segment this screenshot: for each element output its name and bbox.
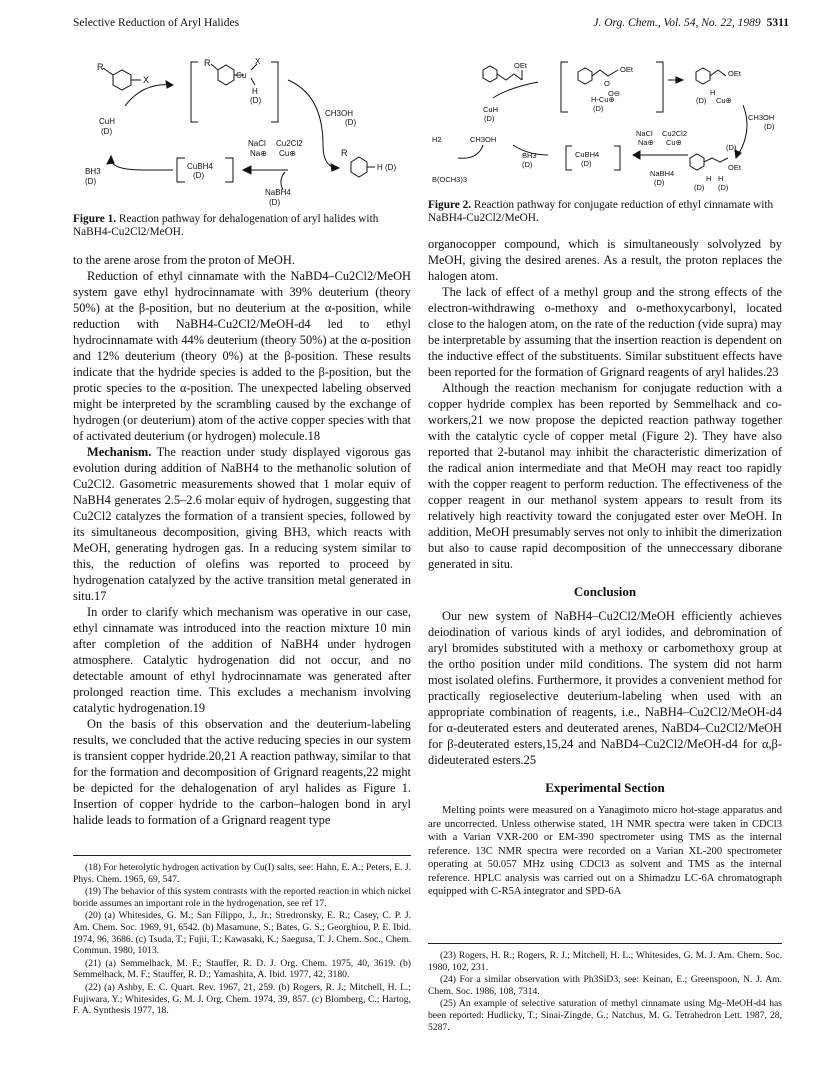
fig2-oet1: OEt (514, 61, 527, 70)
fig2-hd: H (710, 88, 716, 97)
paragraph-basis: On the basis of this observation and the deuterium-labeling results, we concluded that the active reducing species in our system is transient copper hydride.20,21 A reaction pathway, similar to that for the formation and decomposition of Grignard reagents,22 might be depicted for the dehalogenation of aryl halides as Figure 1. Insertion of copper hydride to the carbon–halogen bond in aryl halide leads to formation of a Grignard reagent type (73, 717, 411, 827)
fig2-h4: H (718, 174, 724, 183)
figure-2-caption (428, 199, 782, 225)
footnote-22: (22) (a) Ashby, E. C. Quart. Rev. 1967, 21, 259. (b) Rogers, R. J.; Mitchell, H. L.; Fujiwara, Y.; Whitesides, G. M. J. Org. Chem. 1974, 39, 857. (c) Blomberg, C.; Hartog, F. A. Synthesis 1977, 18. (73, 981, 411, 1017)
fig2-d4: (D) (484, 114, 495, 123)
fig2-d5: (D) (522, 160, 533, 169)
footnote-23: (23) Rogers, H. R.; Rogers, R. J.; Mitchell, H. L.; Whitesides, G. M. J. Am. Chem. Soc. 1980, 102, 231. (428, 950, 782, 973)
fig1-ch3oh: CH3OH (325, 109, 354, 118)
fig2-bh3: BH3 (522, 151, 537, 160)
footnote-20: (20) (a) Whitesides, G. M.; San Filippo, J., Jr.; Stredronsky, E. R.; Casey, C. P. J. Am. Chem. Soc. 1969, 91, 6542. (b) Masamune, S.; Bates, G. S.; Georghiou, P. E. Ibid. 1974, 96, 3686. (c) Tsuda, T.; Fujii, T.; Kawasaki, K.; Saegusa, T. J. Chem. Soc., Chem. Commun. 1980, 1013. (73, 910, 411, 957)
fig2-o2: O⊖ (608, 89, 621, 98)
fig1-r3: R (341, 148, 348, 158)
fig2-cu2: Cu⊕ (716, 96, 732, 105)
fig2-oet3: OEt (728, 69, 741, 78)
fig1-cubh4: CuBH4 (187, 162, 213, 171)
fig1-d5: (D) (85, 177, 97, 186)
fig2-nacl: NaCl (636, 129, 653, 138)
footnotes-right (428, 943, 782, 1034)
fig1-r2: R (204, 58, 211, 68)
journal-name: J. Org. Chem., Vol. 54, No. 22, 1989 (593, 17, 761, 29)
fig1-d2: (D) (345, 118, 357, 127)
fig1-d6: (D) (269, 198, 281, 207)
fig2-d9: (D) (694, 183, 705, 192)
paragraph-deuterium: Reduction of ethyl cinnamate with the NaBD4–Cu2Cl2/MeOH system gave ethyl hydrocinnamate with 39% deuterium (theory 50%) at the β-position, but no deuterium at the α-position, while reduction with NaBH4-Cu2Cl2/MeOH-d4 led to ethyl hydrocinnamate with 44% deuterium (theory 50%) at the α-position and 12% deuterium (theory 0%) at the β-position. These results indicate that the hydride species is added to the β-position, but the protic species to the α-position. The unexpected labeling observed might be interpreted by the scrambling caused by the exchange of hydrogen (or deuterium) atom of the active copper species with that of activated deuterium (or hydrogen) molecule.18 (73, 269, 411, 443)
figure-1-label: Figure 1. (73, 213, 117, 225)
fig1-cu2cl2: Cu2Cl2 (276, 139, 303, 148)
figure-1-caption-text: Reaction pathway for dehalogenation of aryl halides with NaBH4-Cu2Cl2/MeOH. (73, 213, 379, 238)
fig1-hd: H (D) (377, 163, 397, 172)
fig1-r1: R (97, 62, 104, 72)
fig2-boch3: B(OCH3)3 (432, 175, 468, 184)
paragraph-experimental: Melting points were measured on a Yanagimoto micro hot-stage apparatus and are uncorrected. Unless otherwise stated, 1H NMR spectra were taken in CDCl3 with a Varian VXR-200 or EM-390 spectrometer using TMS as the internal reference. 13C NMR spectra were recorded on a Varian XL-200 spectrometer operating at 50.057 MHz using CDCl3 as solvent and TMS as the internal reference. HPLC analysis was carried out on a Shimadzu LC-6A chromatograph equipped with C-R5A integrator and SPD-6A (428, 805, 782, 897)
fig1-cuplus: Cu⊕ (279, 149, 296, 158)
footnote-21: (21) (a) Semmelhack, M. F.; Stauffer, R. D. J. Org. Chem. 1975, 40, 3619. (b) Semmelhack, M. F.; Stauffer, R. D.; Yamashita, A. Ibid. 1977, 42, 3180. (73, 957, 411, 981)
running-header: Selective Reduction of Aryl Halides (73, 17, 240, 29)
fig1-nabh4: NaBH4 (265, 188, 291, 197)
fig1-h: H (252, 87, 258, 96)
paragraph-mechanism (73, 444, 411, 604)
paragraph-conjugate: Although the reaction mechanism for conjugate reduction with a copper hydride complex has been reported by Semmelhack and co-workers,21 we now propose the depicted reaction pathway together with the catalytic cycle of copper metal (Figure 2). They have also reported that 2-butanol may inhibit the characteristic dimerization of the radical anion intermediate and that MeOH may react too rapidly with the copper reagent to perform reduction. The effectiveness of the copper reagent in our methanol system appears to result from its relatively high reactivity toward the conjugated ester over MeOH. In addition, MeOH presumably serves not only to inhibit the dimerization but also to cause rapid decomposition of the unneccessary diborane generated in situ. (428, 381, 782, 571)
fig1-x2: X (255, 57, 261, 66)
fig2-d6: (D) (581, 159, 592, 168)
journal-citation (593, 17, 789, 29)
mechanism-heading: Mechanism. (87, 445, 152, 459)
figure-2-scheme (428, 50, 788, 196)
mechanism-text: The reaction under study displayed vigorous gas evolution during addition of NaBH4 to the methanolic solution of Cu2Cl2. Gasometric measurements showed that 1 molar equiv of NaBH4 generates 2.5–2.6 molar equiv of hydrogen, suggesting that Cu2Cl2 catalyzes the formation of a transient species, followed by its simultaneous decomposition, giving BH3, which reacts with MeOH, generating hydrogen gas. In a reducing system similar to this, the reduction of olefins was reported to proceed by hydrogenation catalyzed by the active transition metal generated in situ.17 (73, 445, 411, 603)
fig1-nacl: NaCl (248, 139, 266, 148)
fig2-h2: H2 (432, 135, 442, 144)
fig2-d1: (D) (593, 104, 604, 113)
footnote-18: (18) For heterolytic hydrogen activation by Cu(I) salts, see: Hahn, E. A.; Peters, E. J. Phys. Chem. 1965, 69, 547. (73, 862, 411, 885)
fig2-d2: (D) (696, 96, 707, 105)
experimental-heading: Experimental Section (545, 780, 665, 795)
fig1-na: Na⊕ (250, 149, 267, 158)
figure-2-caption-text: Reaction pathway for conjugate reduction of ethyl cinnamate with NaBH4-Cu2Cl2/MeOH. (428, 199, 774, 224)
paragraph-clarify: In order to clarify which mechanism was operative in our case, ethyl cinnamate was introduced into the reaction mixture 10 min after completion of the addition of NaBH4 under hydrogen atmosphere. Catalytic hydrogenation did not occur, and no detectable amount of ethyl hydrocinnamate was generated after prolonged reaction time. This excludes a mechanism involving catalytic hydrogenation.19 (73, 605, 411, 715)
fig1-cu: Cu (236, 71, 247, 80)
fig2-ch3oh1: CH3OH (748, 113, 775, 122)
fig2-cuh: CuH (483, 105, 499, 114)
fig2-h3: H (706, 174, 712, 183)
figure-1-caption (73, 213, 411, 239)
fig2-d8: (D) (726, 143, 737, 152)
fig1-x1: X (143, 75, 150, 85)
paragraph-organocopper: organocopper compound, which is simultaneously solvolyzed by MeOH, giving the desired arenes. As a result, the proton replaces the halogen atom. (428, 237, 782, 283)
footnote-19: (19) The behavior of this system contrasts with the reported reaction in which nickel boride assumes an important role in the hydrogenation, see ref 17. (73, 886, 411, 909)
fig2-oet2: OEt (620, 65, 633, 74)
right-column (428, 236, 782, 899)
fig2-d7: (D) (654, 178, 665, 187)
fig1-cuh: CuH (99, 117, 116, 126)
fig2-ch3oh2: CH3OH (470, 135, 497, 144)
fig2-cubh4: CuBH4 (575, 150, 600, 159)
figure-2-label: Figure 2. (428, 199, 472, 211)
fig2-nabh4: NaBH4 (650, 169, 675, 178)
fig1-d1: (D) (250, 96, 262, 105)
page-number: 5311 (766, 17, 789, 29)
fig2-na: Na⊕ (638, 138, 654, 147)
fig2-d10: (D) (718, 183, 729, 192)
fig2-oet4: OEt (728, 163, 741, 172)
figure-1-scheme (73, 50, 413, 210)
fig2-o1: O (604, 79, 610, 88)
fig1-d3: (D) (101, 127, 113, 136)
paragraph-substituents: The lack of effect of a methyl group and the strong effects of the electron-withdrawing o-methoxy and o-methoxycarbonyl, located close to the halogen atom, on the rate of the reduction (vide supra) may be interpretable by assuming that the insertion reaction is dependent on the inductive effect of the substituents. Similar substituent effects have been reported for the formation of Grignard reagents of aryl halides.23 (428, 285, 782, 379)
fig2-hcu: H-Cu⊕ (591, 95, 615, 104)
footnotes-left (73, 855, 411, 1018)
paragraph-conclusion: Our new system of NaBH4–Cu2Cl2/MeOH efficiently achieves deiodination of various kinds of aryl iodides, and debromination of aryl bromides substituted with a methoxy or carbomethoxy group at the ortho position under mild conditions. The system did not harm most isolated olefins. Furthermore, it provides a convenient method for practically regioselective deuterium-labeling when used with an appropriate combination of reagents, i.e., NaBH4–Cu2Cl2/MeOH-d4 for α-deuterated esters and deuterated arenes, NaBD4–Cu2Cl2/MeOH for β-deuterated esters,15,24 and NaBD4–Cu2Cl2/MeOH-d4 for α,β-dideuterated esters.25 (428, 609, 782, 767)
conclusion-heading: Conclusion (573, 584, 637, 599)
fig1-d4: (D) (193, 171, 205, 180)
footnote-25: (25) An example of selective saturation of methyl cinnamate using Mg–MeOH-d4 has been reported: Hudlicky, T.; Sinai-Zingde, G.; Natchus, M. G. Tetrahedron Lett. 1987, 28, 5287. (428, 998, 782, 1033)
footnote-24: (24) For a similar observation with Ph3SiD3, see: Keinan, E.; Greenspoon, N. J. Am. Chem. Soc. 1986, 108, 7314. (428, 974, 782, 997)
left-column (73, 252, 411, 828)
fig1-bh3: BH3 (85, 167, 101, 176)
paragraph-continued: to the arene arose from the proton of MeOH. (73, 253, 295, 267)
fig2-d3: (D) (764, 122, 775, 131)
fig2-cuplus: Cu⊕ (666, 138, 682, 147)
fig2-cu2cl2: Cu2Cl2 (662, 129, 688, 138)
